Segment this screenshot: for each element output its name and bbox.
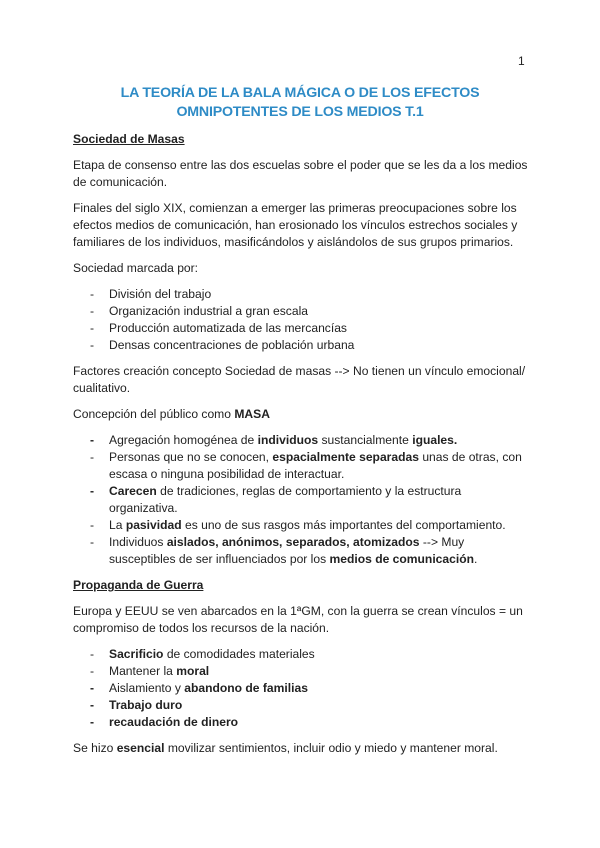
title-line-2: OMNIPOTENTES DE LOS MEDIOS T.1 (176, 104, 424, 120)
list-item: - Trabajo duro (73, 697, 533, 714)
list-item: - Sacrificio de comodidades materiales (73, 646, 533, 663)
list-item: - La pasividad es uno de sus rasgos más importantes del comportamiento. (73, 517, 533, 534)
list-item: - Densas concentraciones de población urbana (73, 337, 533, 354)
paragraph: Europa y EEUU se ven abarcados en la 1ªGM, con la guerra se crean vínculos = un compromiso de todos los recursos de la nación. (73, 604, 523, 635)
list-item: - recaudación de dinero (73, 714, 533, 731)
guerra-list (73, 646, 533, 731)
list-item: - División del trabajo (73, 286, 533, 303)
paragraph: Finales del siglo XIX, comienzan a emerger las primeras preocupaciones sobre los efectos medios de comunicación, han erosionado los vínculos estrechos sociales y familiares de los individuos, masificándolos y aislándolos de sus grupos primarios. (73, 201, 518, 249)
section-heading-propaganda-de-guerra: Propaganda de Guerra (73, 578, 204, 592)
page-number: 1 (518, 54, 525, 68)
sociedad-list (73, 286, 533, 354)
list-item: - Personas que no se conocen, espacialmente separadas unas de otras, con escasa o ninguna posibilidad de interactuar. (73, 449, 533, 483)
list-item: - Mantener la moral (73, 663, 533, 680)
paragraph: Sociedad marcada por: (73, 261, 199, 275)
paragraph: Factores creación concepto Sociedad de masas --> No tienen un vínculo emocional/ cualitativo. (73, 364, 526, 395)
document-title (0, 84, 600, 122)
masa-list (73, 432, 533, 568)
list-item: - Aislamiento y abandono de familias (73, 680, 533, 697)
list-item: - Individuos aislados, anónimos, separados, atomizados --> Muy susceptibles de ser influenciados por los medios de comunicación. (73, 534, 533, 568)
list-item: - Organización industrial a gran escala (73, 303, 533, 320)
paragraph: Concepción del público como MASA (73, 407, 270, 421)
list-item: - Producción automatizada de las mercancías (73, 320, 533, 337)
section-heading-sociedad-de-masas: Sociedad de Masas (73, 132, 185, 146)
document-body (73, 131, 533, 766)
title-line-1: LA TEORÍA DE LA BALA MÁGICA O DE LOS EFECTOS (120, 85, 480, 101)
list-item: - Agregación homogénea de individuos sustancialmente iguales. (73, 432, 533, 449)
list-item: - Carecen de tradiciones, reglas de comportamiento y la estructura organizativa. (73, 483, 533, 517)
paragraph: Etapa de consenso entre las dos escuelas sobre el poder que se les da a los medios de comunicación. (73, 158, 528, 189)
paragraph: Se hizo esencial movilizar sentimientos, incluir odio y miedo y mantener moral. (73, 741, 498, 755)
